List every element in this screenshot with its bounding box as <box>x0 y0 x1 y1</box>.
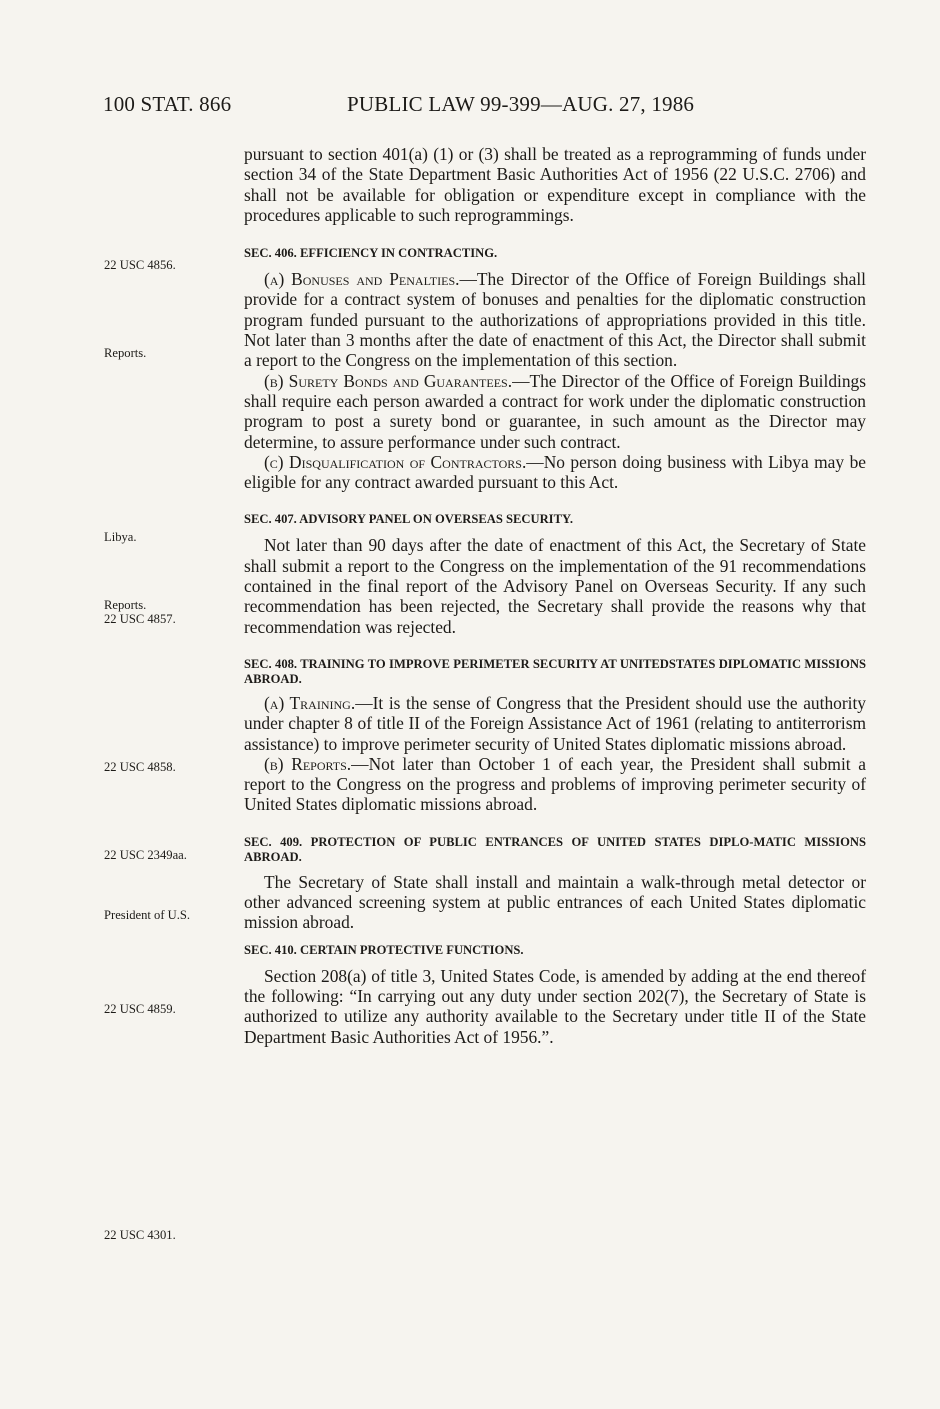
margin-note-usc-4857: 22 USC 4857. <box>104 612 176 626</box>
margin-note-usc-4859: 22 USC 4859. <box>104 1002 176 1016</box>
sec-406-a-paragraph <box>244 269 866 370</box>
intro-paragraph: pursuant to section 401(a) (1) or (3) shall be treated as a reprogramming of funds under section 34 of the State Department Basic Authorities Act of 1956 (22 U.S.C. 2706) and shall not be available for obligation or expenditure except in compliance with the procedures applicable to such reprogrammings. <box>244 144 866 225</box>
sec-408-heading-line-2: STATES DIPLOMATIC MISSIONS ABROAD. <box>244 656 866 686</box>
margin-note-reports-2: Reports. <box>104 598 147 612</box>
page-title: PUBLIC LAW 99-399—AUG. 27, 1986 <box>347 92 695 116</box>
sec-408-b-label: (b) Reports. <box>264 753 352 774</box>
sec-409-heading-line-2: MATIC MISSIONS ABROAD. <box>244 834 866 864</box>
sec-408-b-paragraph <box>244 754 866 815</box>
margin-note-usc-2349aa: 22 USC 2349aa. <box>104 848 187 862</box>
sec-408-b-text: —Not later than October 1 of each year, the President shall submit a report to the Congress on the progress and problems of improving perimeter security of United States diplomatic missions abroad. <box>244 753 867 815</box>
sec-409-heading <box>244 835 866 865</box>
statute-body <box>244 144 866 1047</box>
sec-409-paragraph: The Secretary of State shall install and maintain a walk-through metal detector or other advanced screening system at public entrances of each United States diplomatic mission abroad. <box>244 871 866 933</box>
sec-406-c-paragraph <box>244 452 866 493</box>
sec-408-heading <box>244 657 866 687</box>
sec-406-a-label: (a) Bonuses and Penalties. <box>264 269 460 290</box>
sec-406-c-label: (c) Disqualification of Contractors. <box>264 451 527 472</box>
sec-410-heading: SEC. 410. CERTAIN PROTECTIVE FUNCTIONS. <box>244 942 524 957</box>
statute-citation: 100 STAT. 866 <box>103 92 232 116</box>
sec-409-heading-line-1: SEC. 409. PROTECTION OF PUBLIC ENTRANCES OF UNITED STATES DIPLO- <box>244 834 754 849</box>
sec-406-heading: SEC. 406. EFFICIENCY IN CONTRACTING. <box>244 246 498 261</box>
margin-note-president: President of U.S. <box>104 908 191 922</box>
sec-406-b-text: —The Director of the Office of Foreign Buildings shall require each person awarded a contract for work under the diplomatic construction program to post a surety bond or guarantee, in such amount as the Director may determine, to assure performance under such contract. <box>244 370 867 452</box>
margin-note-usc-4858: 22 USC 4858. <box>104 760 176 774</box>
sec-406-b-paragraph <box>244 371 866 452</box>
margin-note-usc-4856: 22 USC 4856. <box>104 258 176 272</box>
sec-406-b-label: (b) Surety Bonds and Guarantees. <box>264 370 513 391</box>
sec-408-a-label: (a) Training. <box>264 692 356 713</box>
sec-408-a-paragraph <box>244 693 866 754</box>
margin-note-reports: Reports. <box>104 346 147 360</box>
sec-406-c-text: —No person doing business with Libya may be eligible for any contract awarded pursuant to this Act. <box>244 451 866 493</box>
sec-407-heading: SEC. 407. ADVISORY PANEL ON OVERSEAS SECURITY. <box>244 512 574 527</box>
margin-note-usc-4301: 22 USC 4301. <box>104 1228 176 1242</box>
page-header <box>103 92 873 122</box>
sec-407-paragraph: Not later than 90 days after the date of enactment of this Act, the Secretary of State shall submit a report to the Congress on the implementation of the 91 recommendations contained in the final report of the Advisory Panel on Overseas Security. If any such recommendation has been rejected, the Secretary shall provide the reasons why that recommendation was rejected. <box>244 535 866 637</box>
sec-408-heading-line-1: SEC. 408. TRAINING TO IMPROVE PERIMETER SECURITY AT UNITED <box>244 656 669 671</box>
sec-408-a-text: —It is the sense of Congress that the President should use the authority under chapter 8 of title II of the Foreign Assistance Act of 1961 (relating to antiterrorism assistance) to improve perimeter security of United States diplomatic missions abroad. <box>244 692 866 754</box>
sec-410-paragraph: Section 208(a) of title 3, United States Code, is amended by adding at the end thereof the following: “In carrying out any duty under section 202(7), the Secretary of State is authorized to utilize any authority available to the Secretary under title II of the State Department Basic Authorities Act of 1956.”. <box>244 965 866 1047</box>
margin-note-libya: Libya. <box>104 530 137 544</box>
sec-406-a-text: —The Director of the Office of Foreign Buildings shall provide for a contract system of bonuses and penalties for the diplomatic construction program funded pursuant to the authorizations of appropriations provided in this title. Not later than 3 months after the date of enactment of this Act, the Director shall submit a report to the Congress on the implementation of this section. <box>244 269 866 371</box>
